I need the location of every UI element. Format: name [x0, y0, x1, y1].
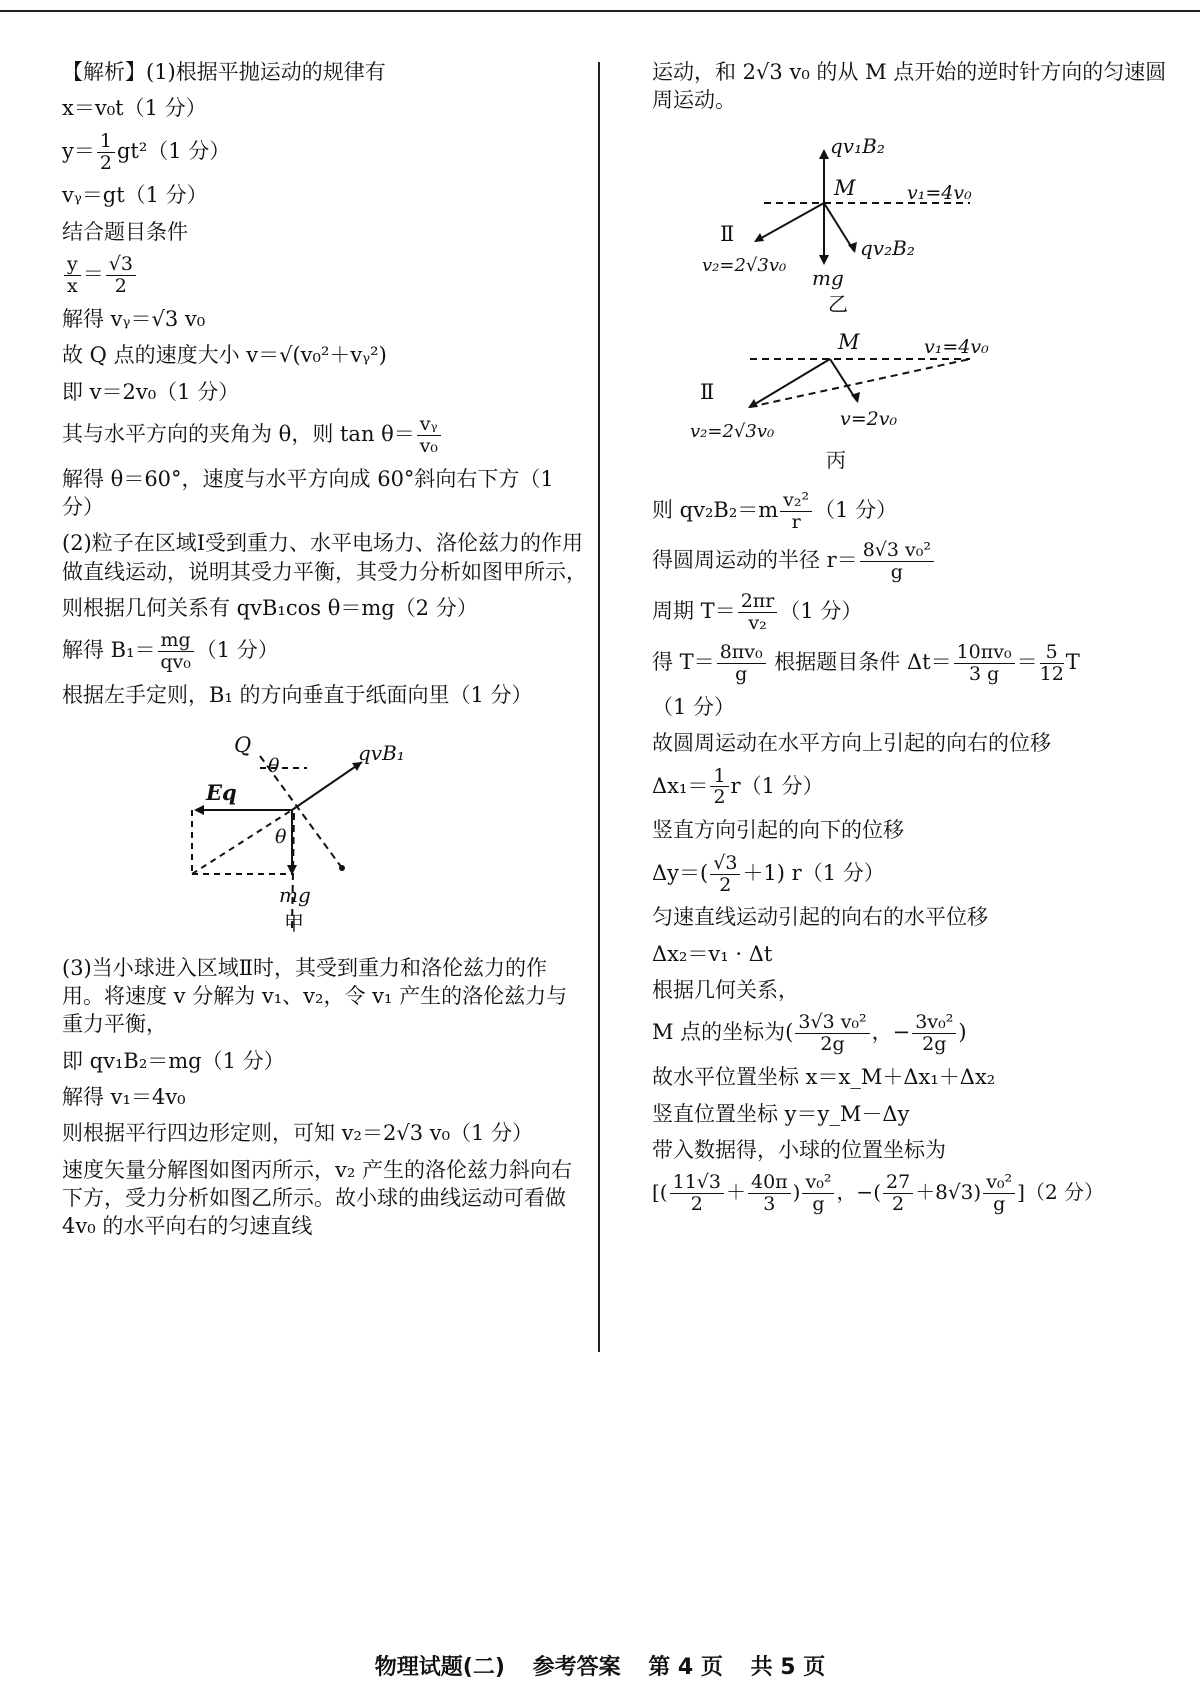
label-theta-top: θ — [268, 754, 280, 777]
label-qv1b2: qv₁B₂ — [830, 133, 885, 158]
equation-x: x＝v₀t（1 分） — [62, 96, 207, 121]
label-v1-yi: v₁=4v₀ — [907, 181, 972, 204]
motion-continuation: 运动，和 2√3 v₀ 的从 M 点开始的逆时针方向的匀速圆周运动。 — [652, 60, 1167, 113]
label-m-yi: M — [834, 175, 856, 200]
label-region-ii-bing: Ⅱ — [700, 379, 715, 404]
label-v1-bing: v₁=4v₀ — [924, 335, 989, 358]
footer-page: 第 4 页 — [648, 1655, 723, 1680]
top-rule — [0, 10, 1200, 12]
right-column — [652, 58, 1177, 1223]
balance-eq: 即 qv₁B₂＝mg（1 分） — [62, 1048, 285, 1073]
text-condition: 结合题目条件 — [62, 219, 188, 244]
angle-result: 解得 θ＝60°，速度与水平方向成 60°斜向右下方（1 分） — [62, 466, 554, 520]
label-theta-mid: θ — [275, 825, 287, 848]
y-coordinate-eq: 竖直位置坐标 y＝y_M－Δy — [652, 1101, 910, 1126]
figure-bing — [652, 319, 1177, 484]
x-coordinate-eq: 故水平位置坐标 x＝x_M＋Δx₁＋Δx₂ — [652, 1065, 996, 1090]
dy-eq: Δy＝( $\frac{√3}{2}$ ＋1) r（1 分） — [652, 851, 885, 896]
left-column — [62, 58, 587, 1249]
label-region-ii-yi: Ⅱ — [720, 221, 735, 246]
label-m-bing: M — [838, 329, 860, 354]
v2-result: 则根据平行四边形定则，可知 v₂＝2√3 v₀（1 分） — [62, 1121, 534, 1146]
part2-text: (2)粒子在区域Ⅰ受到重力、水平电场力、洛伦兹力的作用做直线运动，说明其受力平衡，其受力分析如图甲所示， — [62, 531, 587, 584]
radius-eq: 得圆周运动的半径 r＝ $\frac{\text{8√3 v₀²}}{g}$ — [652, 540, 1177, 583]
lorentz-eq: 则 qv₂B₂＝m $\frac{\text{v₂²}}{r}$ （1 分） — [652, 488, 898, 533]
period-score: （1 分） — [652, 694, 736, 719]
equation-ratio: $\frac{y}{x}$ ＝ $\frac{√3}{2}$ — [62, 254, 587, 297]
footer-answers: 参考答案 — [532, 1655, 621, 1680]
caption-bing: 丙 — [826, 447, 846, 472]
equation-vy: vᵧ＝gt（1 分） — [62, 183, 208, 208]
substitute-text: 带入数据得，小球的位置坐标为 — [652, 1137, 946, 1162]
equation-y: y＝ $\frac{1}{2}$ gt²（1 分） — [62, 129, 231, 174]
geometry-eq: 则根据几何关系有 qvB₁cos θ＝mg（2 分） — [62, 596, 478, 621]
caption-jia: 甲 — [284, 910, 304, 935]
label-v2-yi: v₂=2√3v₀ — [702, 254, 787, 276]
label-v2-bing: v₂=2√3v₀ — [690, 420, 775, 442]
b1-result: 解得 B₁＝ $\frac{mg}{\text{qv₀}}$ （1 分） — [62, 629, 279, 674]
decomposition-text: 速度矢量分解图如图丙所示，v₂ 产生的洛伦兹力斜向右下方，受力分析如图乙所示。故小球的曲线运动可看做 4v₀ 的水平向右的匀速直线 — [62, 1157, 572, 1239]
footer-subject: 物理试题(二) — [374, 1655, 505, 1680]
footer-total: 共 5 页 — [750, 1655, 826, 1680]
label-qv2b2: qv₂B₂ — [860, 235, 915, 260]
geometry-text: 根据几何关系， — [652, 978, 799, 1003]
figure-jia — [62, 718, 587, 948]
figure-yi — [652, 123, 1177, 313]
speed-q: 故 Q 点的速度大小 v＝√(v₀²＋vᵧ²) — [62, 343, 387, 368]
vertical-text: 竖直方向引起的向下的位移 — [652, 818, 904, 843]
solution-heading: 【解析】(1)根据平抛运动的规律有 — [62, 60, 386, 84]
label-qvb1: qvB₁ — [358, 740, 405, 765]
m-coordinates: M 点的坐标为( $\frac{\text{3√3 v₀²}}{2g}$ ，− $\frac{\text{3v₀²}}{2g}$ ) — [652, 1011, 967, 1056]
uniform-text: 匀速直线运动引起的向右的水平位移 — [652, 905, 988, 930]
b1-direction: 根据左手定则，B₁ 的方向垂直于纸面向里（1 分） — [62, 683, 533, 708]
label-q: Q — [234, 732, 252, 757]
final-coordinates: [( $\frac{11√3}{2}$ ＋ $\frac{40\pi}{3}$ ) $\frac{\text{v₀²}}{g}$ ，−( $\frac{27}{2}$ ＋8√3) $\frac{\text{v₀²}}{g}$ ]（2 分） — [652, 1171, 1105, 1216]
part3-text: (3)当小球进入区域Ⅱ时，其受到重力和洛伦兹力的作用。将速度 v 分解为 v₁、v₂，令 v₁ 产生的洛伦兹力与重力平衡， — [62, 955, 568, 1037]
dx1-eq: Δx₁＝ $\frac{1}{2}$ r（1 分） — [652, 764, 824, 809]
dx2-eq: Δx₂＝v₁ · Δt — [652, 941, 773, 966]
label-eq: Eq — [206, 779, 237, 805]
horizontal-text: 故圆周运动在水平方向上引起的向右的位移 — [652, 731, 1051, 756]
speed-result: 即 v＝2v₀（1 分） — [62, 379, 240, 404]
label-mg: mg — [279, 882, 311, 907]
label-v-bing: v=2v₀ — [840, 407, 898, 430]
column-separator — [598, 62, 600, 1352]
caption-yi: 乙 — [828, 291, 848, 313]
page-footer — [0, 1650, 1200, 1681]
v1-result: 解得 v₁＝4v₀ — [62, 1084, 186, 1109]
period-result: 得 T＝ $\frac{\text{8πv₀}}{g}$ 根据题目条件 Δt＝ $\frac{\text{10πv₀}}{3 g}$ ＝ $\frac{5}{12}$ T — [652, 641, 1080, 685]
angle-tan: 其与水平方向的夹角为 θ，则 tan θ＝ $\frac{\text{vᵧ}}{\text{v₀}}$ — [62, 414, 587, 457]
period-eq: 周期 T＝ $\frac{2\pi r}{\text{v₂}}$ （1 分） — [652, 590, 863, 635]
label-mg-yi: mg — [812, 265, 844, 290]
result-vy: 解得 vᵧ＝√3 v₀ — [62, 306, 206, 331]
